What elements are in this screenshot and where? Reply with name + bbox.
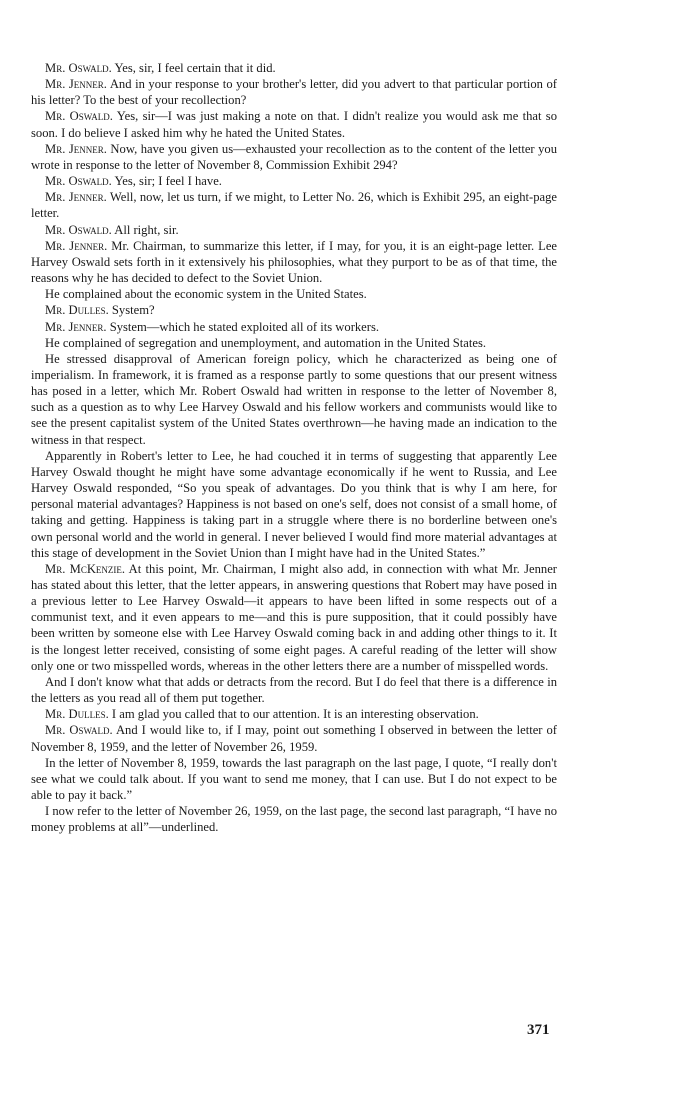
paragraph-text: System? xyxy=(111,303,155,318)
paragraph xyxy=(31,335,557,351)
paragraph xyxy=(31,706,557,722)
speaker-name: Mr. Dulles. xyxy=(45,707,109,722)
speaker-name: Mr. Jenner. xyxy=(45,238,108,253)
paragraph-text: And I don't know what that adds or detracts from the record. But I do feel that there is a difference in the letters as you read all of them put together. xyxy=(31,674,557,706)
paragraph-text: At this point, Mr. Chairman, I might also add, in connection with what Mr. Jenner has stated about this letter, that the letter appears, in answering questions that Robert may have posed in a previous letter to Lee Harvey Oswald—it appears to have been lifted in some respects out of a communist text, and it even appears to me—and this is pure supposition, that it could possibly have been written by someone else with Lee Harvey Oswald coming back in and adding other things to it. It is the longest letter received, consisting of some eight pages. A careful reading of the letter will show only one or two misspelled words, whereas in the other letters there are a number of misspelled words. xyxy=(31,561,557,673)
paragraph xyxy=(31,238,557,286)
paragraph-text: I now refer to the letter of November 26, 1959, on the last page, the second last paragraph, “I have no money problems at all”—underlined. xyxy=(31,804,557,835)
paragraph-text: He complained of segregation and unemployment, and automation in the United States. xyxy=(45,335,487,350)
paragraph xyxy=(31,189,557,221)
paragraph xyxy=(31,222,557,238)
speaker-name: Mr. Jenner. xyxy=(45,77,107,92)
paragraph-text: In the letter of November 8, 1959, towards the last paragraph on the last page, I quote, “I really don't see what we could talk about. If you want to send me money, that I can use. But I do not expect to be able to pay it back.” xyxy=(31,755,557,803)
paragraph-text: And I would like to, if I may, point out something I observed in between the letter of November 8, 1959, and the letter of November 26, 1959. xyxy=(31,723,557,754)
paragraph xyxy=(31,803,557,835)
speaker-name: Mr. Jenner. xyxy=(45,190,107,205)
paragraph xyxy=(31,286,557,302)
paragraph-text: And in your response to your brother's letter, did you advert to that particular portion of his letter? To the best of your recollection? xyxy=(31,77,557,108)
paragraph xyxy=(31,674,557,706)
paragraph-text: All right, sir. xyxy=(114,222,179,237)
speaker-name: Mr. Oswald. xyxy=(45,61,112,75)
paragraph-text: System—which he stated exploited all of its workers. xyxy=(109,319,380,334)
paragraph-text: He stressed disapproval of American foreign policy, which he characterized as being one of imperialism. In framework, it is framed as a response partly to some questions that our present witness has posed in a letter, which Mr. Robert Oswald had written in response to the letter of November 8, such as a question as to why Lee Harvey Oswald and his fellow workers and communists would like to see the present capitalist system of the United States overthrown—he having made an indication to the witness in that respect. xyxy=(31,351,557,447)
speaker-name: Mr. Oswald. xyxy=(45,222,112,237)
paragraph xyxy=(31,561,557,674)
paragraph xyxy=(31,108,557,140)
paragraph xyxy=(31,60,557,76)
paragraph xyxy=(31,351,557,448)
speaker-name: Mr. Jenner. xyxy=(45,141,107,156)
paragraph-text: Apparently in Robert's letter to Lee, he had couched it in terms of suggesting that apparently Lee Harvey Oswald thought he might have some advantage economically if he went to Russia, and Lee Harvey Oswald responded, “So you speak of advantages. Do you think that is why I am here, for personal material advantages? Happiness is not based on one's self, does not consist of a small home, of taking and getting. Happiness is taking part in a struggle where there is no borderline between one's own personal world and the world in general. I never believed I would find more material advantages at this stage of development in the Soviet Union than I might have had in the United States.” xyxy=(31,448,557,560)
transcript-text xyxy=(31,60,557,836)
paragraph xyxy=(31,173,557,189)
paragraph xyxy=(31,448,557,561)
paragraph xyxy=(31,722,557,754)
paragraph xyxy=(31,319,557,335)
paragraph-text: Now, have you given us—exhausted your recollection as to the content of the letter you wrote in response to the letter of November 8, Commission Exhibit 294? xyxy=(31,141,557,172)
paragraph-text: Yes, sir; I feel I have. xyxy=(114,174,222,189)
paragraph-text: Yes, sir, I feel certain that it did. xyxy=(114,61,276,75)
speaker-name: Mr. Oswald. xyxy=(45,723,113,738)
speaker-name: Mr. Dulles. xyxy=(45,303,109,318)
speaker-name: Mr. Oswald. xyxy=(45,109,113,124)
paragraph-text: I am glad you called that to our attention. It is an interesting observation. xyxy=(111,707,479,722)
paragraph-text: Mr. Chairman, to summarize this letter, if I may, for you, it is an eight-page letter. Lee Harvey Oswald sets forth in it extensively his philosophies, what they purport to be as of that time, the reasons why he has decided to defect to the Soviet Union. xyxy=(31,238,558,286)
paragraph-text: He complained about the economic system in the United States. xyxy=(45,287,367,302)
paragraph xyxy=(31,141,557,173)
speaker-name: Mr. McKenzie. xyxy=(45,561,126,576)
paragraph xyxy=(31,302,557,318)
page-number: 371 xyxy=(527,1022,550,1038)
paragraph-text: Yes, sir—I was just making a note on that. I didn't realize you would ask me that so soon. I do believe I asked him why he hated the United States. xyxy=(31,109,557,140)
speaker-name: Mr. Oswald. xyxy=(45,174,112,189)
paragraph xyxy=(31,76,557,108)
paragraph xyxy=(31,755,557,803)
paragraph-text: Well, now, let us turn, if we might, to Letter No. 26, which is Exhibit 295, an eight-page letter. xyxy=(31,190,558,221)
speaker-name: Mr. Jenner. xyxy=(45,319,107,334)
